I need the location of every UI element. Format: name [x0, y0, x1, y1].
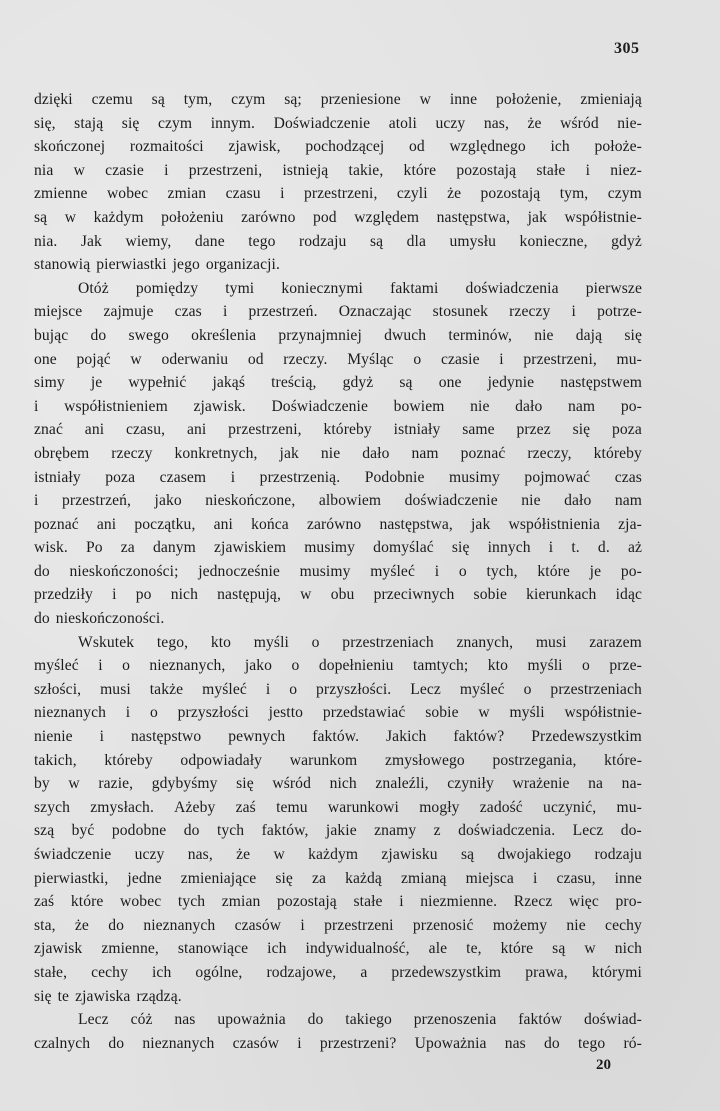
text-line: by w razie, gdybyśmy się wśród nich znaleźli, czyniły wrażenie na na- [34, 775, 642, 793]
paragraph [34, 1008, 642, 1055]
text-line: zmienne wobec zmian czasu i przestrzeni, czyli że pozostają tym, czym [34, 185, 642, 203]
text-line: sta, że do nieznanych czasów i przestrzeni przenosić możemy nie cechy [34, 916, 642, 934]
text-line: i przestrzeń, jako nieskończone, albowiem doświadczenie nie dało nam [34, 492, 642, 510]
text-line: nieznanych i o przyszłości jestto przedstawiać sobie w myśli współistnie- [34, 704, 642, 722]
text-line: wisk. Po za danym zjawiskiem musimy domyślać się innych i t. d. aż [34, 539, 642, 557]
text-line: skończonej rozmaitości zjawisk, pochodzącej od względnego ich położe- [34, 138, 642, 156]
text-line: poznać ani początku, ani końca zarówno następstwa, jak współistnienia zja- [34, 515, 642, 533]
text-line: obrębem rzeczy konkretnych, jak nie dało nam poznać rzeczy, któreby [34, 444, 642, 462]
text-line: nienie i następstwo pewnych faktów. Jakich faktów? Przedewszystkim [34, 728, 642, 746]
text-line: nia w czasie i przestrzeni, istnieją takie, które pozostają stałe i niez- [34, 161, 642, 179]
text-line: się te zjawiska rządzą. [34, 987, 182, 1005]
text-line: bując do swego określenia przynajmniej dwuch terminów, nie dają się [34, 326, 642, 344]
paragraph [34, 88, 642, 277]
text-line: szą być podobne do tych faktów, jakie znamy z doświadczenia. Lecz do- [34, 822, 642, 840]
text-line: zaś które wobec tych zmian pozostają stałe i niezmienne. Rzecz więc pro- [34, 893, 642, 911]
text-line: się, stają się czym innym. Doświadczenie atoli uczy nas, że wśród nie- [34, 114, 642, 132]
text-line: pierwiastki, jedne zmieniające się za każdą zmianą miejsca i czasu, inne [34, 869, 642, 887]
body-text [34, 88, 642, 1055]
text-line: one pojąć w oderwaniu od rzeczy. Myśląc o czasie i przestrzeni, mu- [34, 350, 642, 368]
text-line: stałe, cechy ich ogólne, rodzajowe, a przedewszystkim prawa, którymi [34, 963, 642, 981]
page-number: 305 [614, 40, 640, 57]
text-line: dzięki czemu są tym, czym są; przeniesione w inne położenie, zmieniają [34, 91, 642, 108]
text-line: takich, któreby odpowiadały warunkom zmysłowego postrzegania, które- [34, 751, 642, 769]
signature-mark: 20 [596, 1057, 611, 1073]
text-line: do nieskończoności. [34, 610, 165, 628]
text-line: Wskutek tego, kto myśli o przestrzeniach znanych, musi zarazem [78, 633, 642, 651]
text-line: przedziły i po nich następują, w obu przeciwnych sobie kierunkach idąc [34, 586, 642, 604]
text-line: istniały poza czasem i przestrzenią. Podobnie musimy pojmować czas [34, 468, 642, 486]
text-line: stanowią pierwiastki jego organizacji. [34, 256, 280, 274]
text-line: Lecz cóż nas upoważnia do takiego przenoszenia faktów doświad- [78, 1011, 642, 1029]
text-line: miejsce zajmuje czas i przestrzeń. Oznaczając stosunek rzeczy i potrze- [34, 303, 642, 321]
text-line: myśleć i o nieznanych, jako o dopełnieniu tamtych; kto myśli o prze- [34, 657, 642, 675]
text-line: czalnych do nieznanych czasów i przestrzeni? Upoważnia nas do tego ró- [34, 1034, 642, 1052]
paragraph [34, 631, 642, 1009]
text-line: świadczenie uczy nas, że w każdym zjawisku są dwojakiego rodzaju [34, 846, 642, 863]
text-line: Otóż pomiędzy tymi koniecznymi faktami doświadczenia pierwsze [78, 279, 642, 297]
text-line: zjawisk zmienne, stanowiące ich indywidualność, ale te, które są w nich [34, 940, 642, 958]
text-line: do nieskończoności; jednocześnie musimy myśleć i o tych, które je po- [34, 562, 642, 580]
text-line: i współistnieniem zjawisk. Doświadczenie bowiem nie dało nam po- [34, 397, 642, 415]
text-line: nia. Jak wiemy, dane tego rodzaju są dla umysłu konieczne, gdyż [34, 232, 642, 250]
text-line: szłości, musi także myśleć i o przyszłości. Lecz myśleć o przestrzeniach [34, 680, 642, 698]
text-line: są w każdym położeniu zarówno pod względem następstwa, jak współistnie- [34, 208, 642, 226]
text-line: szych zmysłach. Ażeby zaś temu warunkowi mogły zadość uczynić, mu- [34, 798, 642, 816]
text-line: znać ani czasu, ani przestrzeni, któreby istniały same przez się poza [34, 421, 642, 439]
paragraph [34, 277, 642, 631]
text-line: simy je wypełnić jakąś treścią, gdyż są one jedynie następstwem [34, 374, 642, 392]
